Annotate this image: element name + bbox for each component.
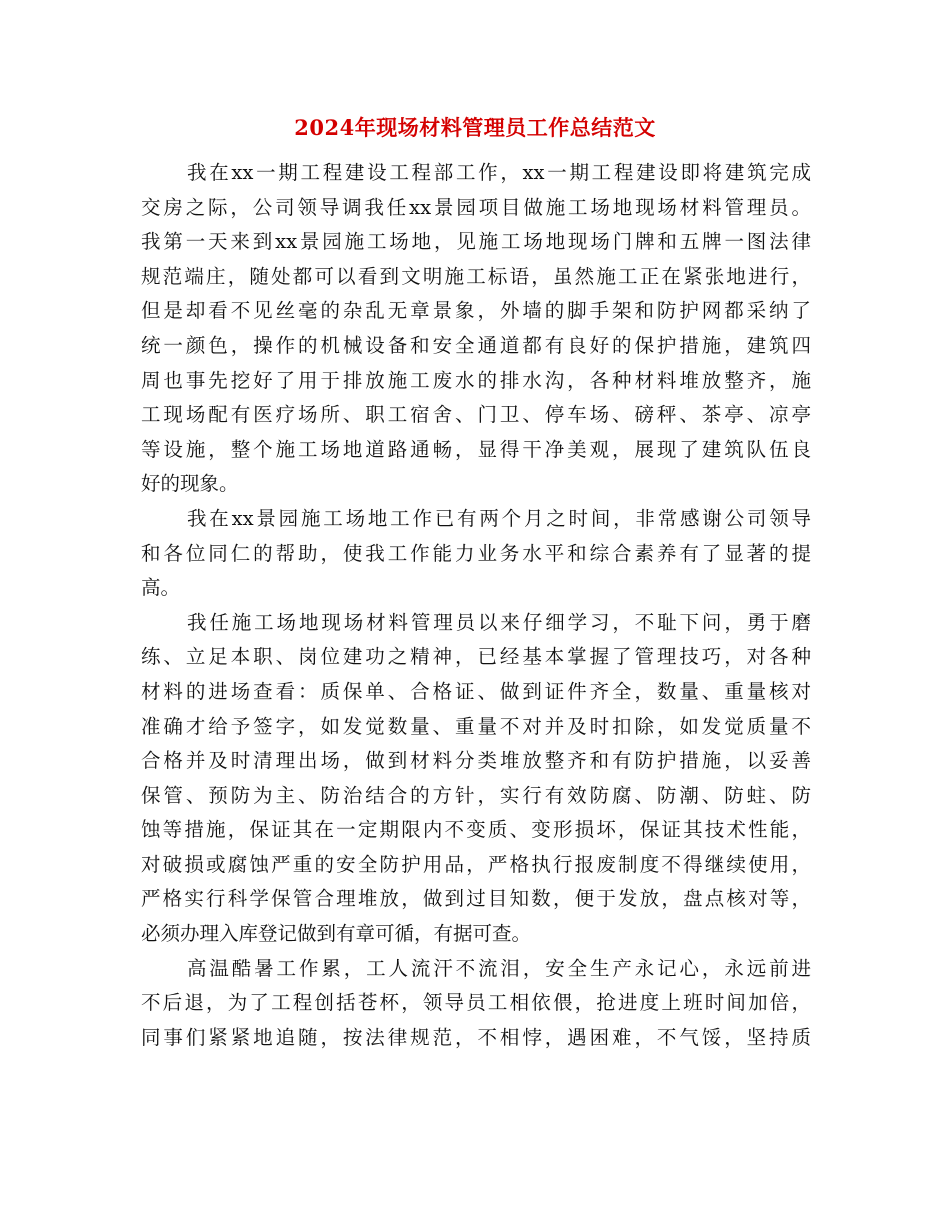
text-line: 我在xx景园施工场地工作已有两个月之时间，非常感谢公司领导: [187, 506, 811, 530]
text-line: 和各位同仁的帮助，使我工作能力业务水平和综合素养有了显著的提: [141, 541, 811, 565]
text-line: 我任施工场地现场材料管理员以来仔细学习，不耻下问，勇于磨: [187, 610, 811, 634]
paragraph: [141, 952, 811, 1056]
text-line: 蚀等措施，保证其在一定期限内不变质、变形损坏，保证其技术性能，: [141, 818, 811, 842]
text-line: 工现场配有医疗场所、职工宿舍、门卫、停车场、磅秤、茶亭、凉亭: [141, 403, 811, 427]
text-line: 高。: [141, 576, 181, 600]
document-title: 2024年现场材料管理员工作总结范文: [294, 115, 656, 140]
text-line: 不后退，为了工程创括苍杯，领导员工相依偎，抢进度上班时间加倍，: [141, 991, 811, 1015]
text-line: 交房之际，公司领导调我任xx景园项目做施工场地现场材料管理员。: [141, 195, 811, 219]
text-line: 合格并及时清理出场，做到材料分类堆放整齐和有防护措施，以妥善: [141, 749, 811, 773]
text-line: 我第一天来到xx景园施工场地，见施工场地现场门牌和五牌一图法律: [141, 230, 811, 254]
text-line: 周也事先挖好了用于排放施工废水的排水沟，各种材料堆放整齐，施: [141, 368, 811, 392]
text-line: 但是却看不见丝毫的杂乱无章景象，外墙的脚手架和防护网都采纳了: [141, 299, 811, 323]
text-line: 保管、预防为主、防治结合的方针，实行有效防腐、防潮、防蛀、防: [141, 783, 811, 807]
text-line: 严格实行科学保管合理堆放，做到过目知数，便于发放，盘点核对等，: [141, 887, 811, 911]
text-line: 必须办理入库登记做到有章可循，有据可查。: [141, 922, 532, 946]
paragraph: [141, 502, 811, 606]
text-line: 统一颜色，操作的机械设备和安全通道都有良好的保护措施，建筑四: [141, 333, 811, 357]
text-line: 规范端庄，随处都可以看到文明施工标语，虽然施工正在紧张地进行，: [141, 264, 811, 288]
text-line: 同事们紧紧地追随，按法律规范，不相悖，遇困难，不气馁，坚持质: [141, 1025, 811, 1049]
text-line: 我在xx一期工程建设工程部工作，xx一期工程建设即将建筑完成: [187, 161, 811, 184]
text-line: 对破损或腐蚀严重的安全防护用品，严格执行报废制度不得继续使用，: [141, 852, 811, 876]
text-line: 高温酷暑工作累，工人流汗不流泪，安全生产永记心，永远前进: [187, 956, 811, 980]
paragraph: [141, 156, 811, 502]
paragraph: [141, 606, 811, 952]
text-line: 练、立足本职、岗位建功之精神，已经基本掌握了管理技巧，对各种: [141, 645, 811, 669]
text-line: 准确才给予签字，如发觉数量、重量不对并及时扣除，如发觉质量不: [141, 714, 811, 738]
document-body: [141, 156, 811, 1055]
text-line: 材料的进场查看：质保单、合格证、做到证件齐全，数量、重量核对: [141, 679, 811, 703]
text-line: 等设施，整个施工场地道路通畅，显得干净美观，展现了建筑队伍良: [141, 437, 811, 461]
text-line: 好的现象。: [141, 472, 239, 496]
